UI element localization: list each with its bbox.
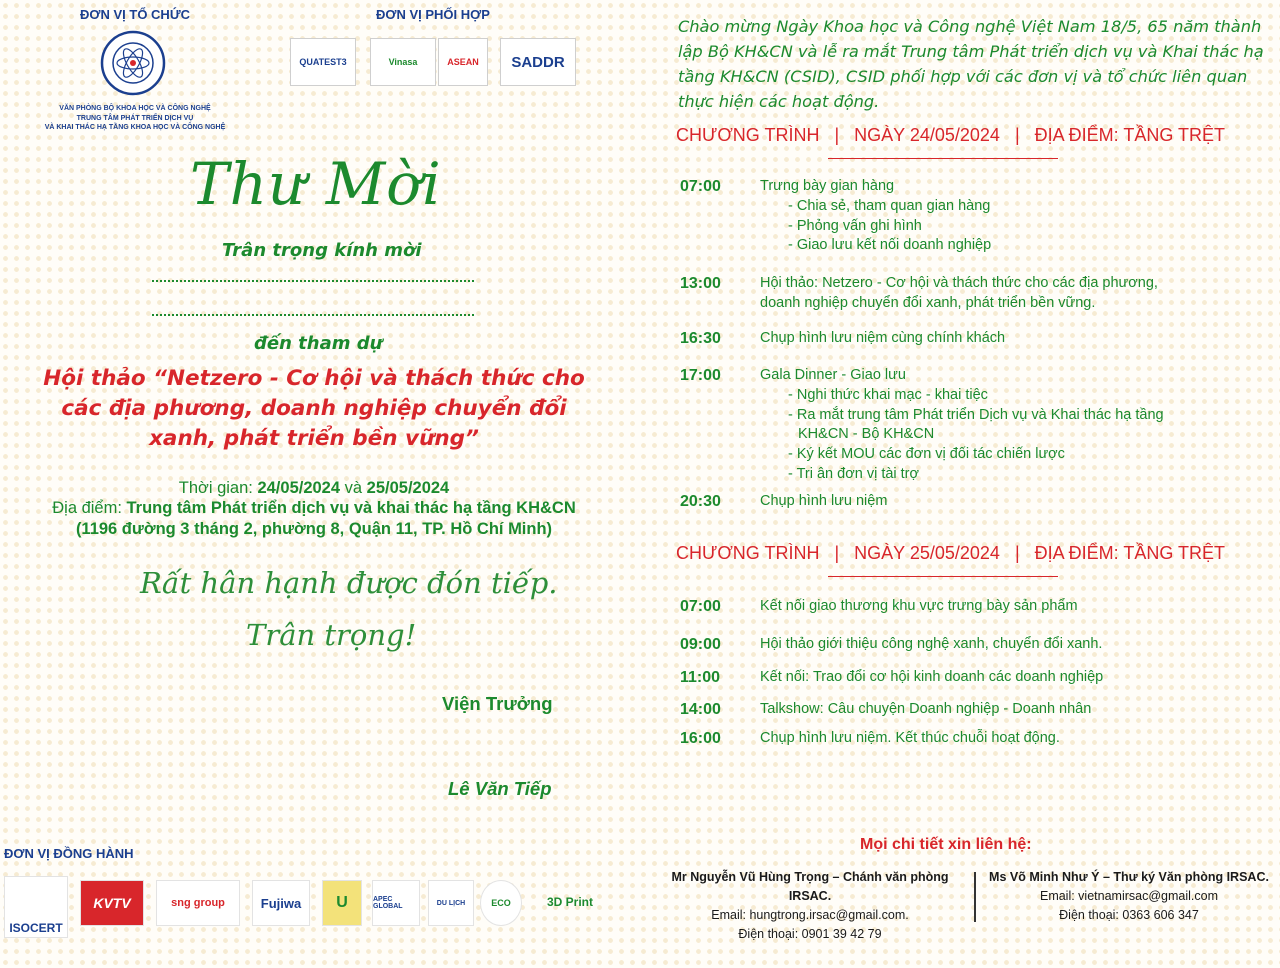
program-place: ĐỊA ĐIỂM: TẦNG TRỆT xyxy=(1034,125,1226,145)
schedule-activity: Talkshow: Câu chuyện Doanh nghiệp - Doanh nhân xyxy=(760,701,1092,717)
program-right-panel xyxy=(638,0,1280,968)
event-address: (1196 đường 3 tháng 2, phường 8, Quận 11, TP. Hồ Chí Minh) xyxy=(75,520,553,538)
signer-title: Viện Trưởng xyxy=(442,693,553,714)
asean-logo: ASEAN xyxy=(438,38,488,86)
attend-line: đến tham dự xyxy=(254,333,383,354)
invitation-title: Thư Mời xyxy=(190,150,442,218)
activity-line: doanh nghiệp chuyển đổi xanh, phát triển bền vững. xyxy=(760,294,1096,311)
schedule-time: 17:00 xyxy=(680,367,721,384)
activity-subline: - Ra mắt trung tâm Phát triển Dịch vụ và Khai thác hạ tầng xyxy=(788,406,1164,423)
program-label: CHƯƠNG TRÌNH xyxy=(676,125,820,145)
program-date: NGÀY 25/05/2024 xyxy=(854,543,1000,563)
ministry-seal-logo xyxy=(100,30,166,101)
u-logo: U xyxy=(322,880,362,926)
organizer-name xyxy=(40,104,230,133)
du-lich-logo: DU LỊCH xyxy=(428,880,474,926)
time-label: Thời gian: xyxy=(178,479,258,497)
contact-name: Mr Nguyễn Vũ Hùng Trọng – Chánh văn phòng IRSAC. xyxy=(671,870,949,903)
schedule-time: 09:00 xyxy=(680,636,721,653)
kvtv-logo: KVTV xyxy=(80,880,144,926)
organizer-label: ĐƠN VỊ TỔ CHỨC xyxy=(80,7,190,22)
vinasa-logo: Vinasa xyxy=(370,38,436,86)
org-line: VÀ KHAI THÁC HẠ TẦNG KHOA HỌC VÀ CÔNG NGHỆ xyxy=(44,124,226,131)
activity-line: Gala Dinner - Giao lưu xyxy=(760,367,906,383)
program-header-day2: CHƯƠNG TRÌNH | NGÀY 25/05/2024 | ĐỊA ĐIỂM: TẦNG TRỆT xyxy=(676,543,1226,563)
schedule-activity xyxy=(760,366,1230,485)
activity-subline: - Nghi thức khai mạc - khai tiệc xyxy=(788,386,988,403)
place-value: Trung tâm Phát triển dịch vụ và khai thác hạ tầng KH&CN xyxy=(126,499,576,517)
time-value-2: 25/05/2024 xyxy=(366,479,450,497)
schedule-time: 07:00 xyxy=(680,178,721,195)
activity-line: Hội thảo: Netzero - Cơ hội và thách thức cho các địa phương, xyxy=(760,275,1158,291)
partner-label: ĐƠN VỊ PHỐI HỢP xyxy=(376,7,490,22)
signer-name: Lê Văn Tiếp xyxy=(448,778,552,799)
schedule-activity: Kết nối: Trao đổi cơ hội kinh doanh các doanh nghiệp xyxy=(760,669,1104,685)
activity-subline: - Chia sẻ, tham quan gian hàng xyxy=(788,197,991,214)
contact-2 xyxy=(984,868,1274,925)
program-label: CHƯƠNG TRÌNH xyxy=(676,543,820,563)
activity-line: Chụp hình lưu niệm xyxy=(760,493,888,509)
activity-subline: - Ký kết MOU các đơn vị đối tác chiến lược xyxy=(788,446,1065,463)
program-underline-day2 xyxy=(828,576,1058,577)
activity-line: Chụp hình lưu niệm cùng chính khách xyxy=(760,330,1006,346)
schedule-time: 13:00 xyxy=(680,275,721,292)
saddr-logo: SADDR xyxy=(500,38,576,86)
contact-email[interactable]: Email: vietnamirsac@gmail.com xyxy=(1039,889,1218,903)
sng-group-logo: sng group xyxy=(156,880,240,926)
contact-email[interactable]: Email: hungtrong.irsac@gmail.com. xyxy=(711,908,909,922)
contact-phone[interactable]: Điện thoại: 0363 606 347 xyxy=(1059,908,1199,922)
schedule-time: 14:00 xyxy=(680,701,721,718)
time-value: 24/05/2024 xyxy=(257,479,341,497)
schedule-time: 16:30 xyxy=(680,330,721,347)
contact-name: Ms Võ Minh Như Ý – Thư ký Văn phòng IRSAC. xyxy=(989,870,1269,884)
event-title: Hội thảo “Netzero - Cơ hội và thách thức cho các địa phương, doanh nghiệp chuyển đổi xanh, phát triển bền vững” xyxy=(43,366,585,451)
contact-1 xyxy=(652,868,968,944)
invitation-left-panel xyxy=(0,0,638,968)
org-line: TRUNG TÂM PHÁT TRIỂN DỊCH VỤ xyxy=(76,114,194,122)
guest-name-blank-2 xyxy=(152,314,474,316)
schedule-activity xyxy=(760,274,1230,314)
schedule-time: 11:00 xyxy=(680,669,721,686)
sponsor-label: ĐƠN VỊ ĐỒNG HÀNH xyxy=(4,846,134,861)
intro-text: Chào mừng Ngày Khoa học và Công nghệ Việt Nam 18/5, 65 năm thành lập Bộ KH&CN và lễ ra mắt Trung tâm Phát triển dịch vụ và Khai thác hạ tầng KH&CN (CSID), CSID phối hợp với các đơn vị và tổ chức liên quan thực hiện các hoạt động. xyxy=(678,17,1264,111)
contact-title: Mọi chi tiết xin liên hệ: xyxy=(860,836,1032,853)
program-date: NGÀY 24/05/2024 xyxy=(854,125,1000,145)
activity-line: Trưng bày gian hàng xyxy=(760,178,895,194)
schedule-time: 16:00 xyxy=(680,730,721,747)
schedule-activity xyxy=(760,177,1230,256)
program-header-day1: CHƯƠNG TRÌNH | NGÀY 24/05/2024 | ĐỊA ĐIỂM: TẦNG TRỆT xyxy=(676,125,1226,145)
regards-handwriting: Trân trọng! xyxy=(246,618,417,652)
quatest3-logo: QUATEST3 xyxy=(290,38,356,86)
schedule-time: 20:30 xyxy=(680,493,721,510)
schedule-activity: Hội thảo giới thiệu công nghệ xanh, chuyển đổi xanh. xyxy=(760,636,1103,652)
respect-line: Trân trọng kính mời xyxy=(222,240,422,261)
activity-subline: - Tri ân đơn vị tài trợ xyxy=(788,465,920,482)
schedule-activity xyxy=(760,492,1230,512)
guest-name-blank-1 xyxy=(152,280,474,282)
place-label: Địa điểm: xyxy=(52,499,127,517)
schedule-activity xyxy=(760,329,1230,349)
time-and: và xyxy=(340,479,367,497)
activity-subline: - Phỏng vấn ghi hình xyxy=(788,217,922,234)
isocert-logo: ISOCERT xyxy=(4,876,68,938)
event-time xyxy=(30,479,598,498)
org-line: VĂN PHÒNG BỘ KHOA HỌC VÀ CÔNG NGHỆ xyxy=(59,105,211,112)
activity-subline: KH&CN - Bộ KH&CN xyxy=(798,426,935,443)
eco-logo: ECO xyxy=(480,880,522,926)
apec-global-logo: APEC GLOBAL xyxy=(372,880,420,926)
activity-subline: - Giao lưu kết nối doanh nghiệp xyxy=(788,237,992,254)
fujiwa-logo: Fujiwa xyxy=(252,880,310,926)
schedule-activity: Kết nối giao thương khu vực trưng bày sản phẩm xyxy=(760,598,1078,614)
program-place: ĐỊA ĐIỂM: TẦNG TRỆT xyxy=(1034,543,1226,563)
schedule-activity: Chụp hình lưu niệm. Kết thúc chuỗi hoạt động. xyxy=(760,730,1060,746)
contact-separator xyxy=(974,872,976,922)
contact-phone[interactable]: Điện thoại: 0901 39 42 79 xyxy=(738,927,882,941)
welcome-handwriting: Rất hân hạnh được đón tiếp. xyxy=(140,566,558,600)
program-underline-day1 xyxy=(828,158,1058,159)
3d-print-logo: 3D Print xyxy=(546,895,593,909)
schedule-time: 07:00 xyxy=(680,598,721,615)
event-place xyxy=(30,499,598,518)
